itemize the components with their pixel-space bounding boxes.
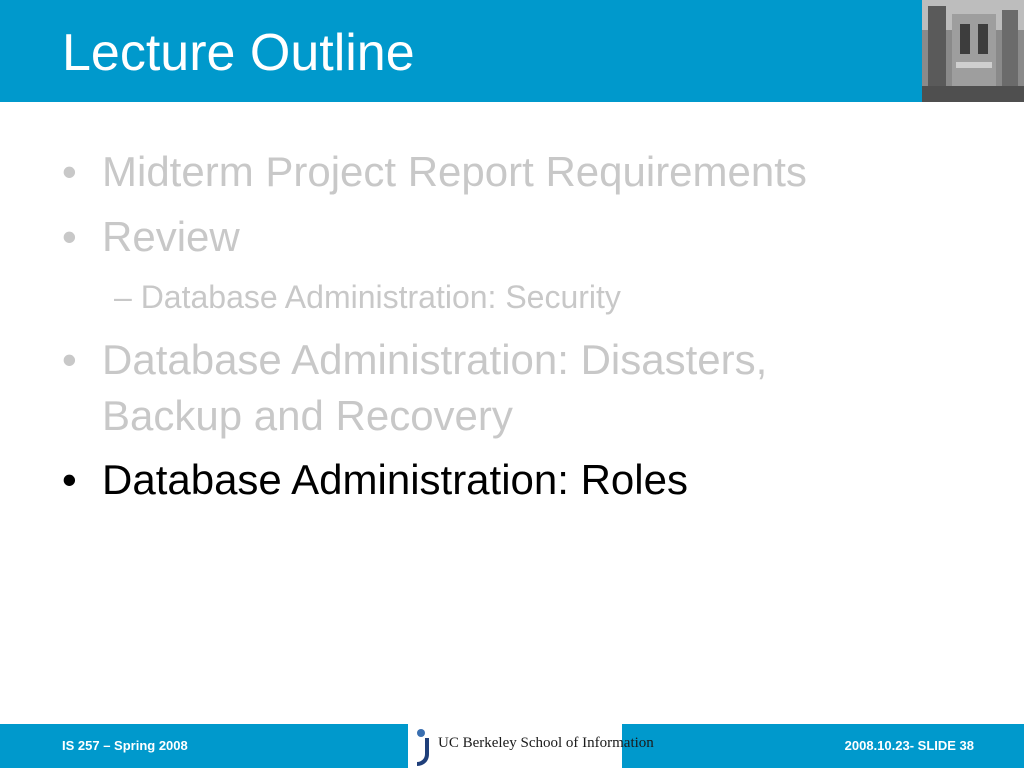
bullet-marker: • [62,336,77,383]
list-item [62,332,822,444]
ischool-i-logo-icon [412,724,436,768]
bullet-marker: • [62,148,77,195]
bullet-marker: • [62,456,77,503]
list-item [62,144,882,200]
school-logo [408,724,654,768]
list-item-active [62,452,882,508]
bullet-text: Review [102,213,240,260]
bullet-text: Midterm Project Report Requirements [102,148,807,195]
bullet-text: Database Administration: Disasters, Backup and Recovery [102,336,768,439]
sub-bullet-text: Database Administration: Security [140,279,621,315]
sub-list-item [114,277,874,317]
list-item [62,209,882,265]
bullet-marker: • [62,213,77,260]
bullet-text: Database Administration: Roles [102,456,688,503]
course-label: IS 257 – Spring 2008 [62,738,188,753]
slide-title: Lecture Outline [62,24,415,82]
slide-number: 2008.10.23- SLIDE 38 [844,738,974,753]
logo-text: UC Berkeley School of Information [438,735,654,751]
sub-bullet-marker: – [114,279,132,315]
